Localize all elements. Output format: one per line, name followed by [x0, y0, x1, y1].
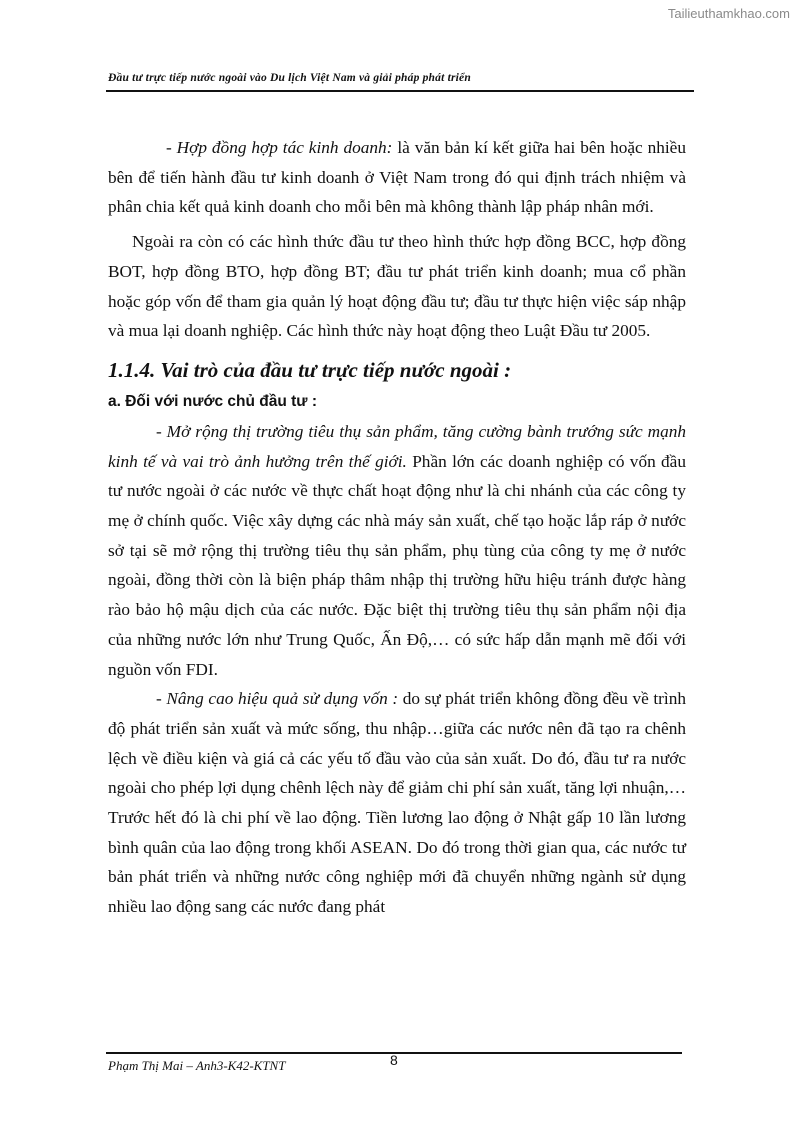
paragraph-text: Ngoài ra còn có các hình thức đầu tư theo hình thức hợp đồng BCC, hợp đồng BOT, hợp đồng BTO, hợp đồng BT; đầu tư phát triển kinh doanh; mua cổ phần hoặc góp vốn để tham gia quản lý hoạt động đầu tư; đầu tư thực hiện việc sáp nhập và mua lại doanh nghiệp. Các hình thức này hoạt động theo Luật Đầu tư 2005. [108, 232, 686, 341]
paragraph-lead-term: - Nâng cao hiệu quả sử dụng vốn : [156, 689, 399, 709]
page-body [108, 133, 686, 922]
paragraph-text: Phần lớn các doanh nghiệp có vốn đầu tư nước ngoài ở các nước về thực chất hoạt động như là chi nhánh của các công ty mẹ ở chính quốc. Việc xây dựng các nhà máy sản xuất, chế tạo hoặc lắp ráp ở nước sở tại sẽ mở rộng thị trường tiêu thụ sản phẩm, phụ tùng của công ty mẹ ở nước ngoài, đồng thời còn là biện pháp thâm nhập thị trường hữu hiệu tránh được hàng rào bảo hộ mậu dịch của các nước. Đặc biệt thị trường tiêu thụ sản phẩm nội địa của những nước lớn như Trung Quốc, Ấn Độ,… có sức hấp dẫn mạnh mẽ đối với nguồn vốn FDI. [108, 451, 686, 679]
paragraph-other-forms [108, 227, 686, 346]
paragraph-text: do sự phát triển không đồng đều về trình độ phát triển sản xuất và mức sống, thu nhập…giữa các nước nên đã tạo ra chênh lệch về điều kiện và giá cả các yếu tố đầu vào của sản xuất. Do đó, đầu tư ra nước ngoài cho phép lợi dụng chênh lệch này để giảm chi phí sản xuất, tăng lợi nhuận,…Trước hết đó là chi phí về lao động. Tiền lương lao động ở Nhật gấp 10 lần lương bình quân của lao động trong khối ASEAN. Do đó trong thời gian qua, các nước tư bản phát triển và những nước công nghiệp mới đã chuyển những ngành sử dụng nhiều lao động sang các nước đang phát [108, 689, 687, 917]
page-number: 8 [390, 1052, 398, 1068]
section-heading: 1.1.4. Vai trò của đầu tư trực tiếp nước ngoài : [108, 357, 512, 382]
running-header: Đầu tư trực tiếp nước ngoài vào Du lịch Việt Nam và giải pháp phát triển [108, 72, 471, 84]
header-rule [106, 90, 694, 92]
paragraph-lead-term: - Mở rộng thị trường tiêu thụ sản phẩm, tăng cường bành trướng sức mạnh kinh tế và vai trò ảnh hưởng trên thế giới. [108, 421, 686, 471]
watermark-text: Tailieuthamkhao.com [667, 6, 790, 21]
sub-heading: a. Đối với nước chủ đầu tư : [108, 392, 317, 410]
paragraph-lead-term: - Hợp đồng hợp tác kinh doanh: [166, 138, 393, 157]
footer-author: Phạm Thị Mai – Anh3-K42-KTNT [108, 1058, 286, 1073]
paragraph-market-expansion [108, 417, 686, 684]
paragraph-capital-efficiency [108, 684, 686, 922]
paragraph-text: là văn bản kí kết giữa hai bên hoặc nhiều bên để tiến hành đầu tư kinh doanh ở Việt Nam trong đó qui định trách nhiệm và phân chia kết quả kinh doanh cho mỗi bên mà không thành lập pháp nhân mới. [108, 138, 686, 217]
paragraph-bcc-definition [108, 133, 686, 222]
